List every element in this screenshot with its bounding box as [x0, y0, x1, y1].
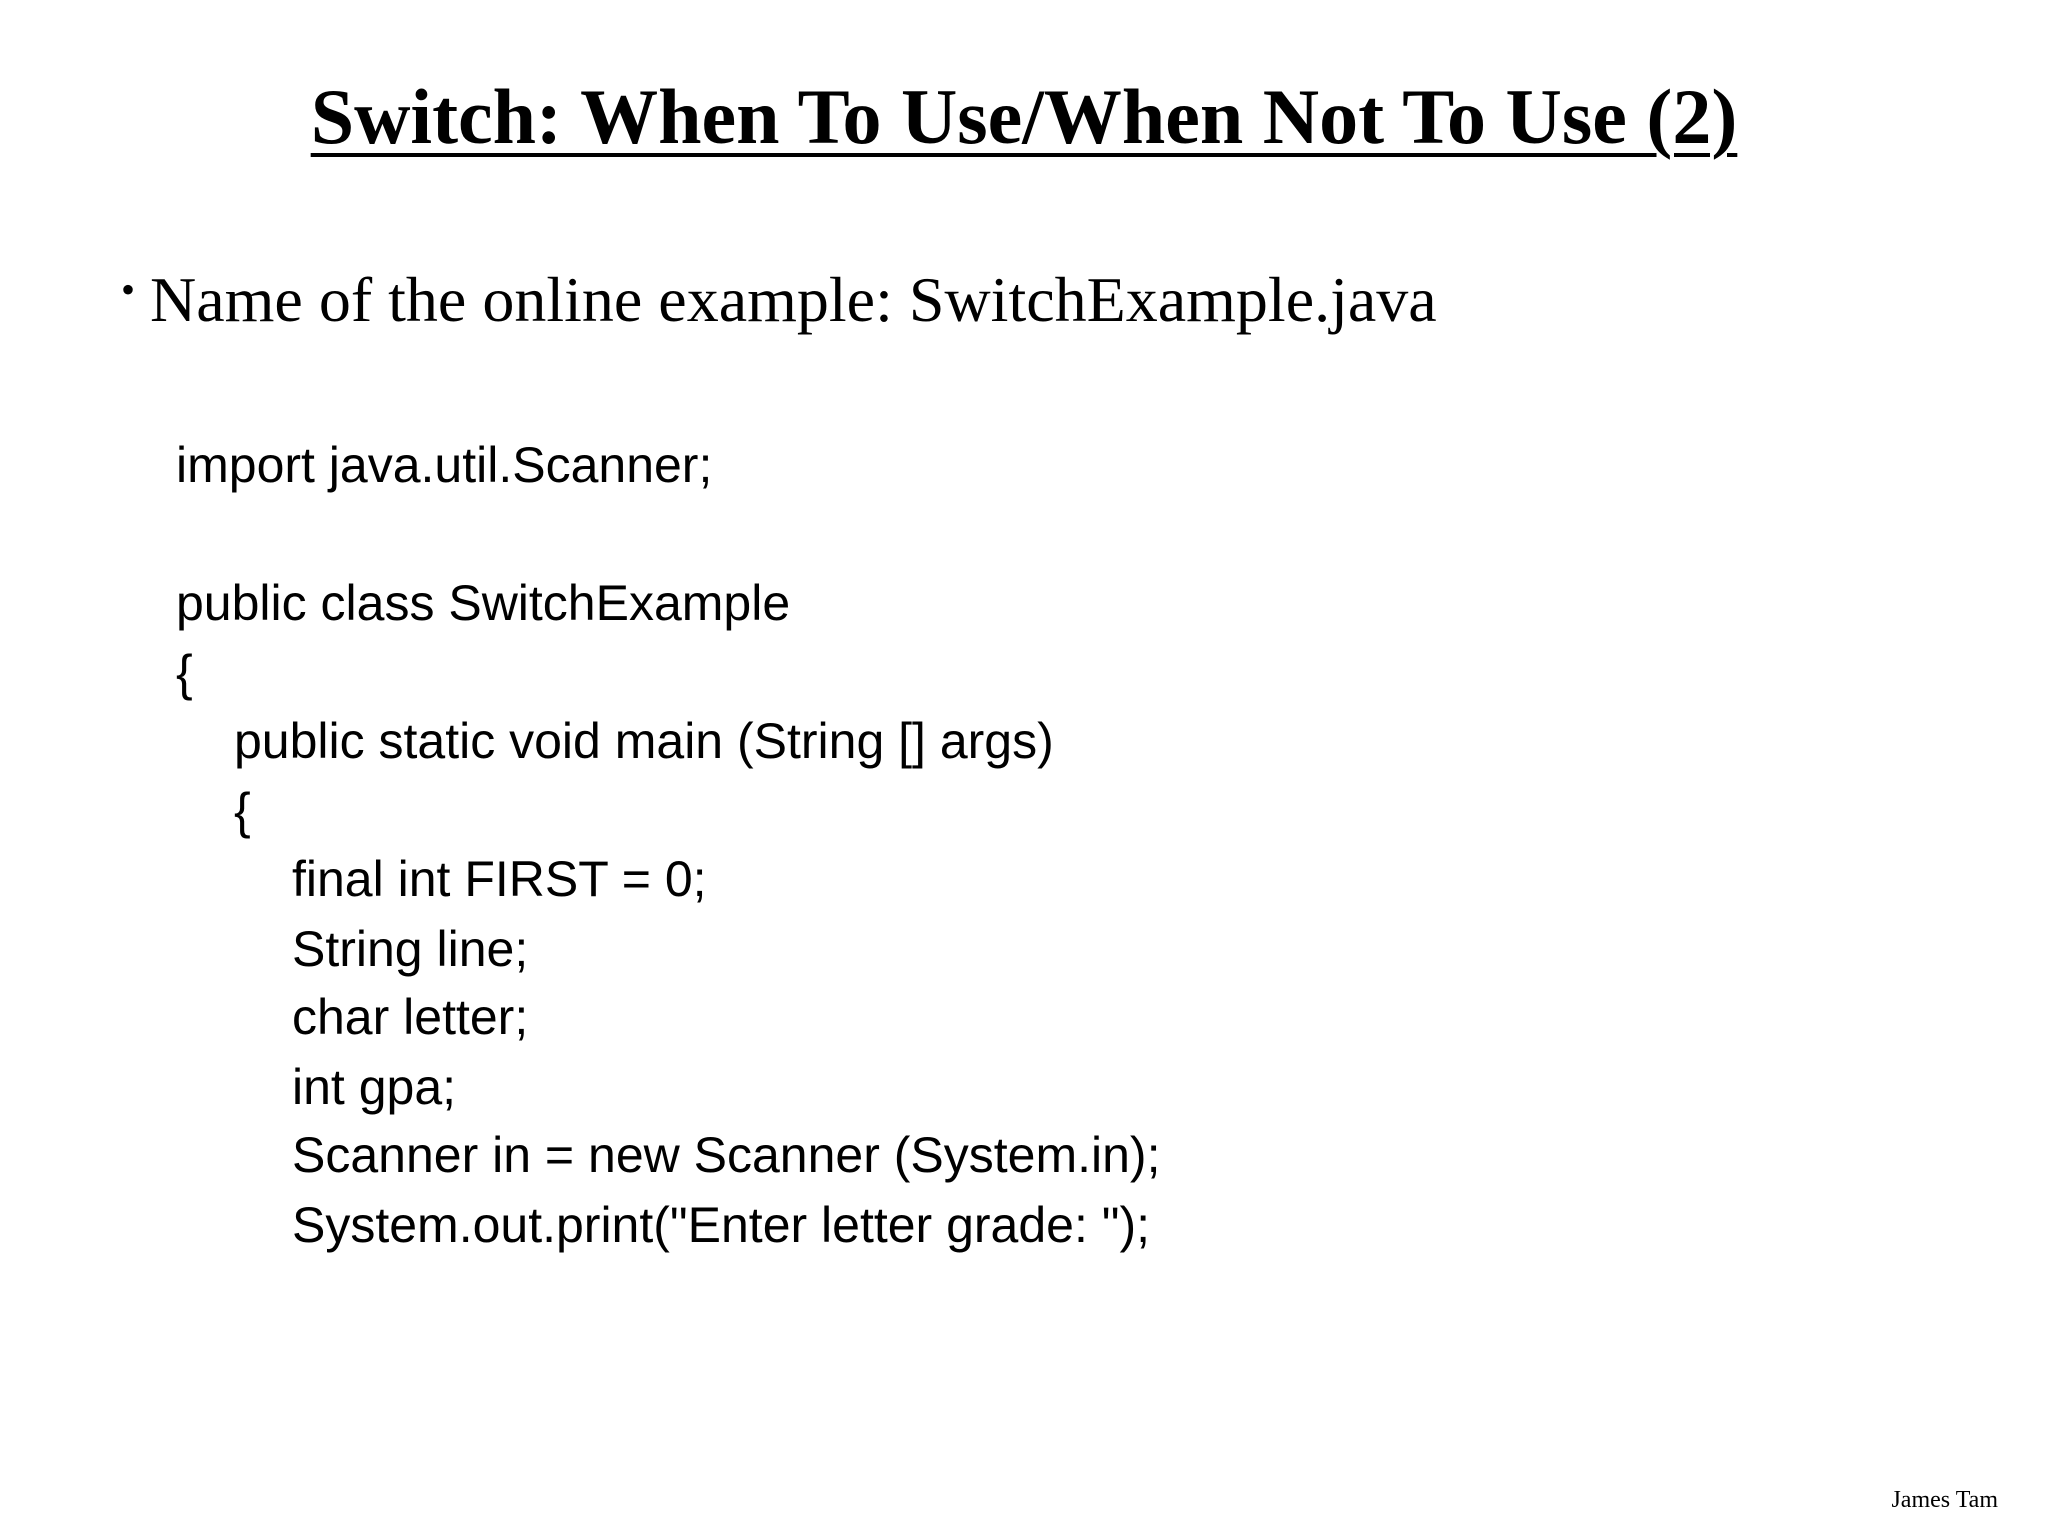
slide-title: Switch: When To Use/When Not To Use (2) [310, 73, 1738, 160]
bullet-text: Name of the online example: SwitchExample.java [150, 264, 1437, 335]
code-line-import: import java.util.Scanner; [176, 437, 713, 493]
code-line-print: System.out.print("Enter letter grade: "); [292, 1197, 1151, 1253]
bullet-marker: • [121, 267, 136, 312]
code-line-final-int: final int FIRST = 0; [292, 851, 707, 907]
code-line-class-open-brace: { [176, 645, 193, 701]
bullet-item [121, 264, 1437, 335]
code-line-scanner: Scanner in = new Scanner (System.in); [292, 1127, 1161, 1183]
code-line-main-open-brace: { [234, 783, 251, 839]
code-line-main-declaration: public static void main (String [] args) [234, 713, 1054, 769]
code-line-char-letter: char letter; [292, 989, 529, 1045]
code-line-string-line: String line; [292, 921, 529, 977]
footer-author: James Tam [1891, 1487, 1998, 1513]
code-line-class-declaration: public class SwitchExample [176, 575, 791, 631]
code-line-int-gpa: int gpa; [292, 1059, 457, 1115]
